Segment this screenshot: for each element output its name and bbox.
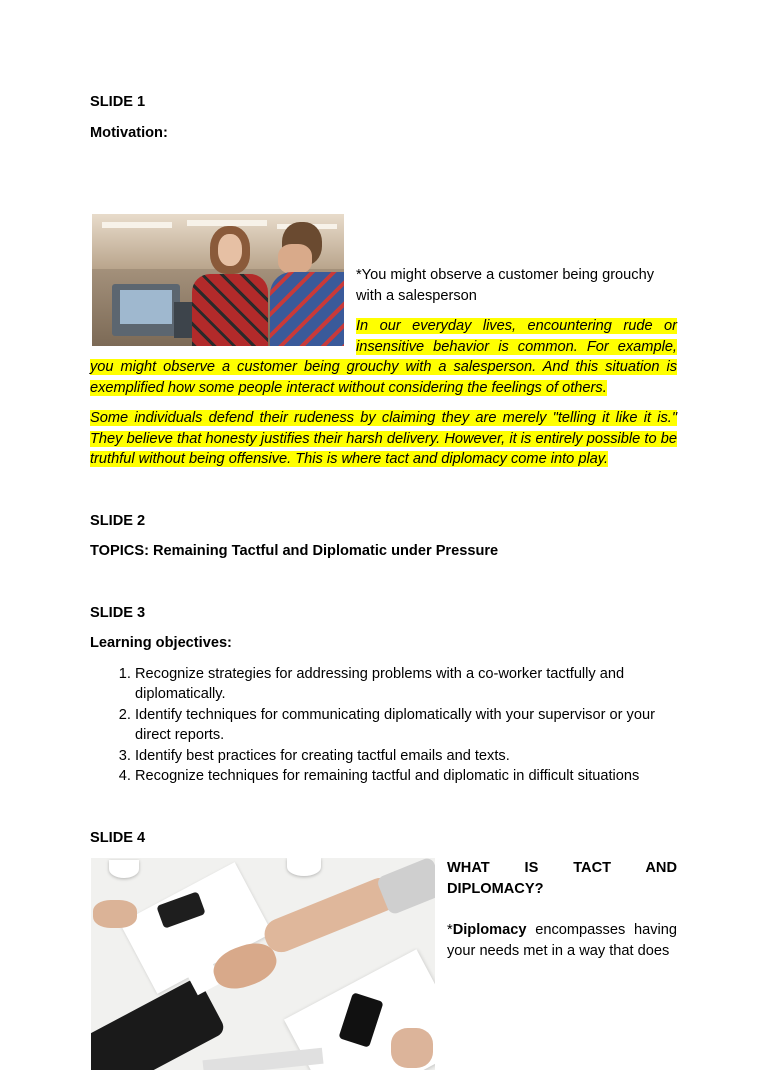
learning-objectives-label: Learning objectives: (90, 635, 232, 651)
document-page (90, 92, 677, 1070)
definition-prefix: * (447, 922, 453, 938)
objective-item: 2. Identify techniques for communicating diplomatically with your supervisor or your direct reports. (135, 705, 677, 746)
slide-3-heading: SLIDE 3 (90, 604, 146, 621)
definition-text: encompasses having your needs met in a way that does (447, 922, 677, 959)
handshake-photo (91, 858, 435, 1070)
image-caption: *You might observe a customer being grouchy with a salesperson (356, 267, 654, 304)
slide-2-heading: SLIDE 2 (90, 512, 146, 529)
tact-diplomacy-question: WHAT IS TACT AND DIPLOMACY? (447, 860, 677, 897)
motivation-paragraph-2: Some individuals defend their rudeness by claiming they are merely "telling it like it is." They believe that honesty justifies their harsh delivery. However, it is entirely possible to be truthful without being offensive. This is where tact and diplomacy come into play. (90, 410, 677, 467)
slide-4-body (90, 858, 677, 961)
objective-item: 3. Identify best practices for creating tactful emails and texts. (135, 746, 677, 767)
objectives-list (90, 664, 677, 787)
slide-1-heading: SLIDE 1 (90, 94, 146, 110)
objective-item: 4. Recognize techniques for remaining tactful and diplomatic in difficult situations (135, 766, 677, 787)
motivation-label: Motivation: (90, 124, 168, 141)
diplomacy-term: Diplomacy (452, 922, 527, 938)
objective-item: 1. Recognize strategies for addressing problems with a co-worker tactfully and diplomatically. (135, 664, 677, 705)
slide-1-body (90, 143, 677, 470)
topics-title: TOPICS: Remaining Tactful and Diplomatic under Pressure (90, 543, 499, 559)
slide-4-heading: SLIDE 4 (90, 829, 146, 846)
customer-salesperson-photo (92, 214, 344, 346)
motivation-paragraph-1: In our everyday lives, encountering rude or insensitive behavior is common. For example, you might observe a customer being grouchy with a salesperson. And this situation is exemplified how some people interact without considering the feelings of others. (90, 318, 677, 396)
